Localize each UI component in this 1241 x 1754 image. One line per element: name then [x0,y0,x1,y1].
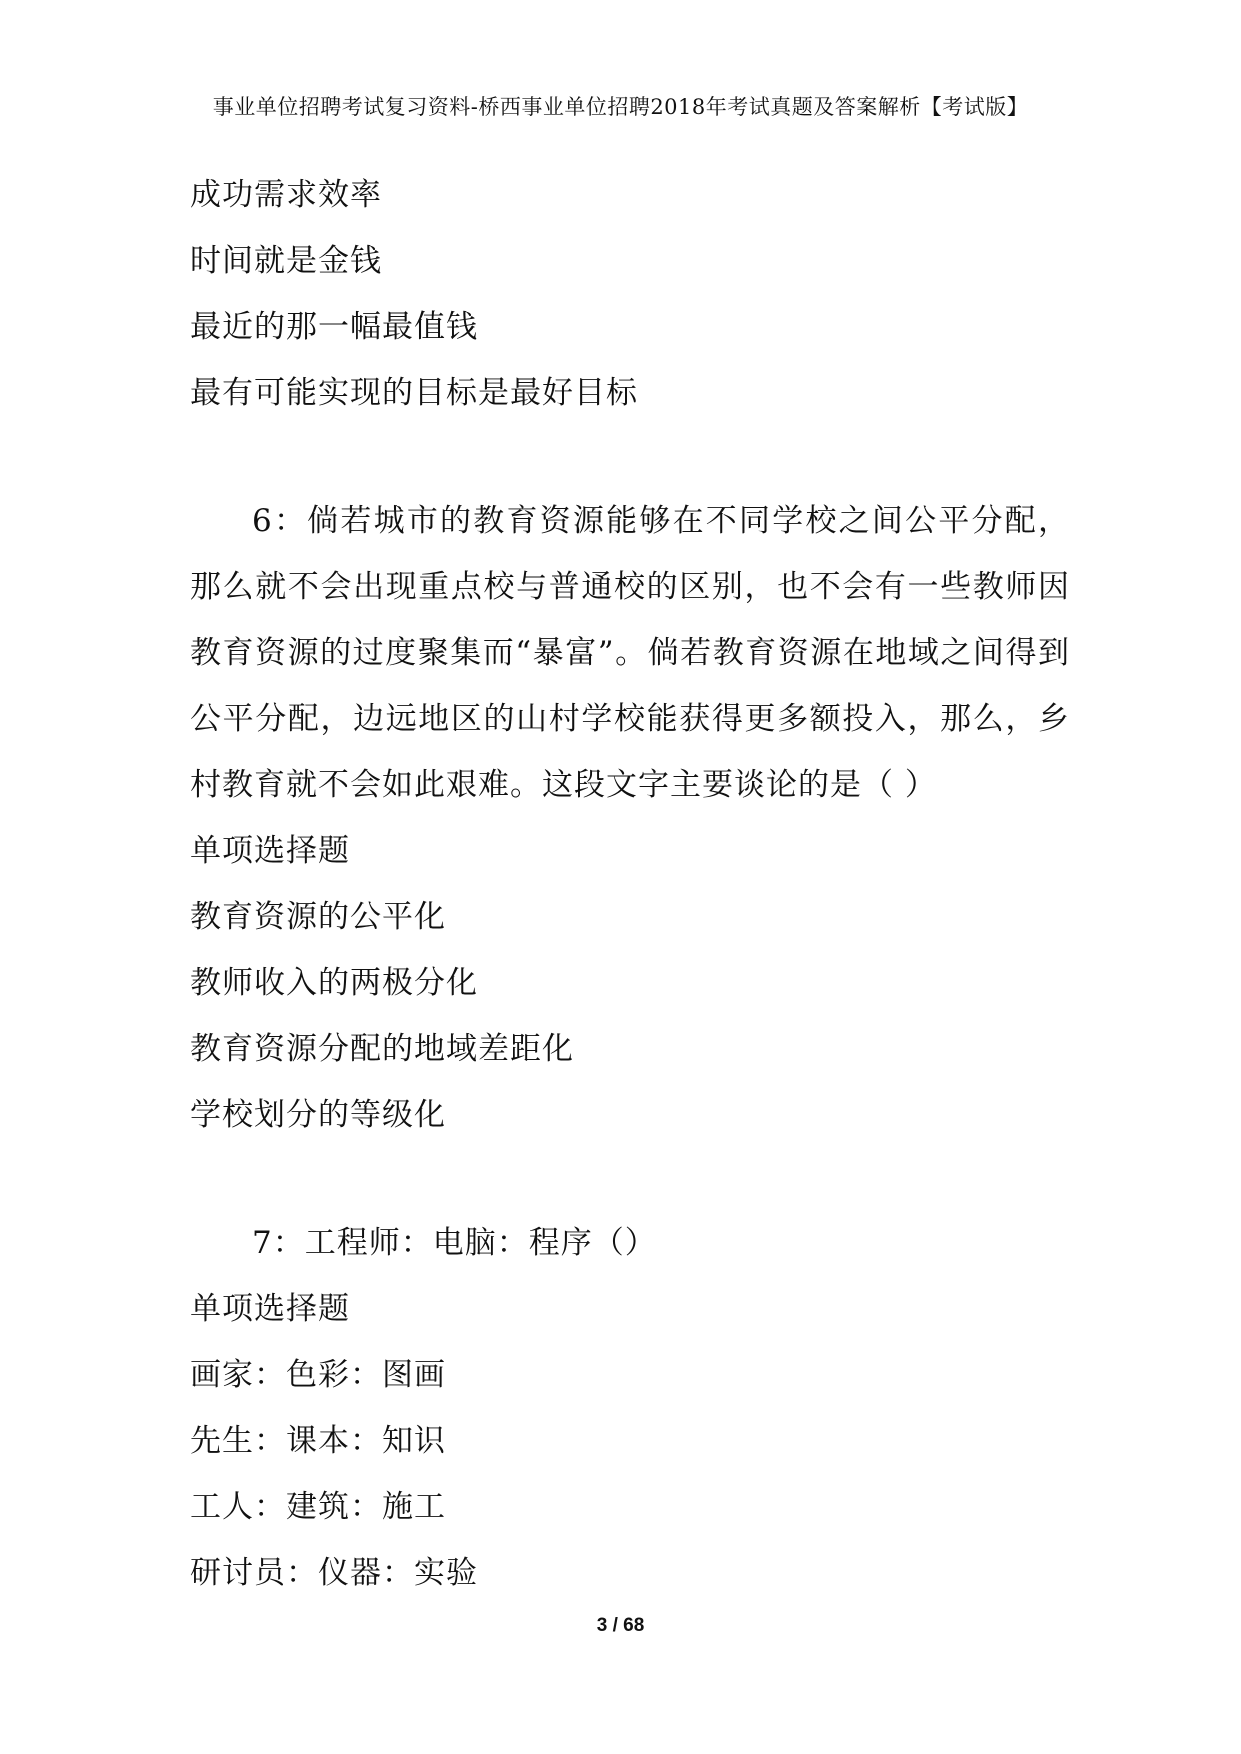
spacer [190,1148,1070,1210]
page-number: 3 / 68 [596,1615,645,1636]
question-7-option-b: 先生：课本：知识 [190,1423,446,1459]
prev-option-4: 最有可能实现的目标是最好目标 [190,375,638,411]
prev-option-1: 成功需求效率 [190,177,382,213]
question-7-type: 单项选择题 [190,1291,350,1327]
question-7-option-c: 工人：建筑：施工 [190,1489,446,1525]
prev-option-3: 最近的那一幅最值钱 [190,309,478,345]
question-6-option-b: 教师收入的两极分化 [190,965,478,1001]
question-6-option-c: 教育资源分配的地域差距化 [190,1031,574,1067]
question-7-option-d: 研讨员：仪器：实验 [190,1555,478,1591]
question-7-option-a: 画家：色彩：图画 [190,1357,446,1393]
question-6-text: 6：倘若城市的教育资源能够在不同学校之间公平分配，那么就不会出现重点校与普通校的区别，也不会有一些教师因教育资源的过度聚集而“暴富”。倘若教育资源在地域之间得到公平分配，边远地区的山村学校能获得更多额投入，那么，乡村教育就不会如此艰难。这段文字主要谈论的是（ ） [190,503,1070,803]
question-6-type: 单项选择题 [190,833,350,869]
spacer [190,426,1070,488]
document-body [190,162,1070,1606]
question-6-option-a: 教育资源的公平化 [190,899,446,935]
question-6-option-d: 学校划分的等级化 [190,1097,446,1133]
question-7-text: 7：工程师：电脑：程序（） [252,1225,657,1261]
page-header: 事业单位招聘考试复习资料-桥西事业单位招聘2018年考试真题及答案解析【考试版】 [212,95,1029,119]
prev-option-2: 时间就是金钱 [190,243,382,279]
